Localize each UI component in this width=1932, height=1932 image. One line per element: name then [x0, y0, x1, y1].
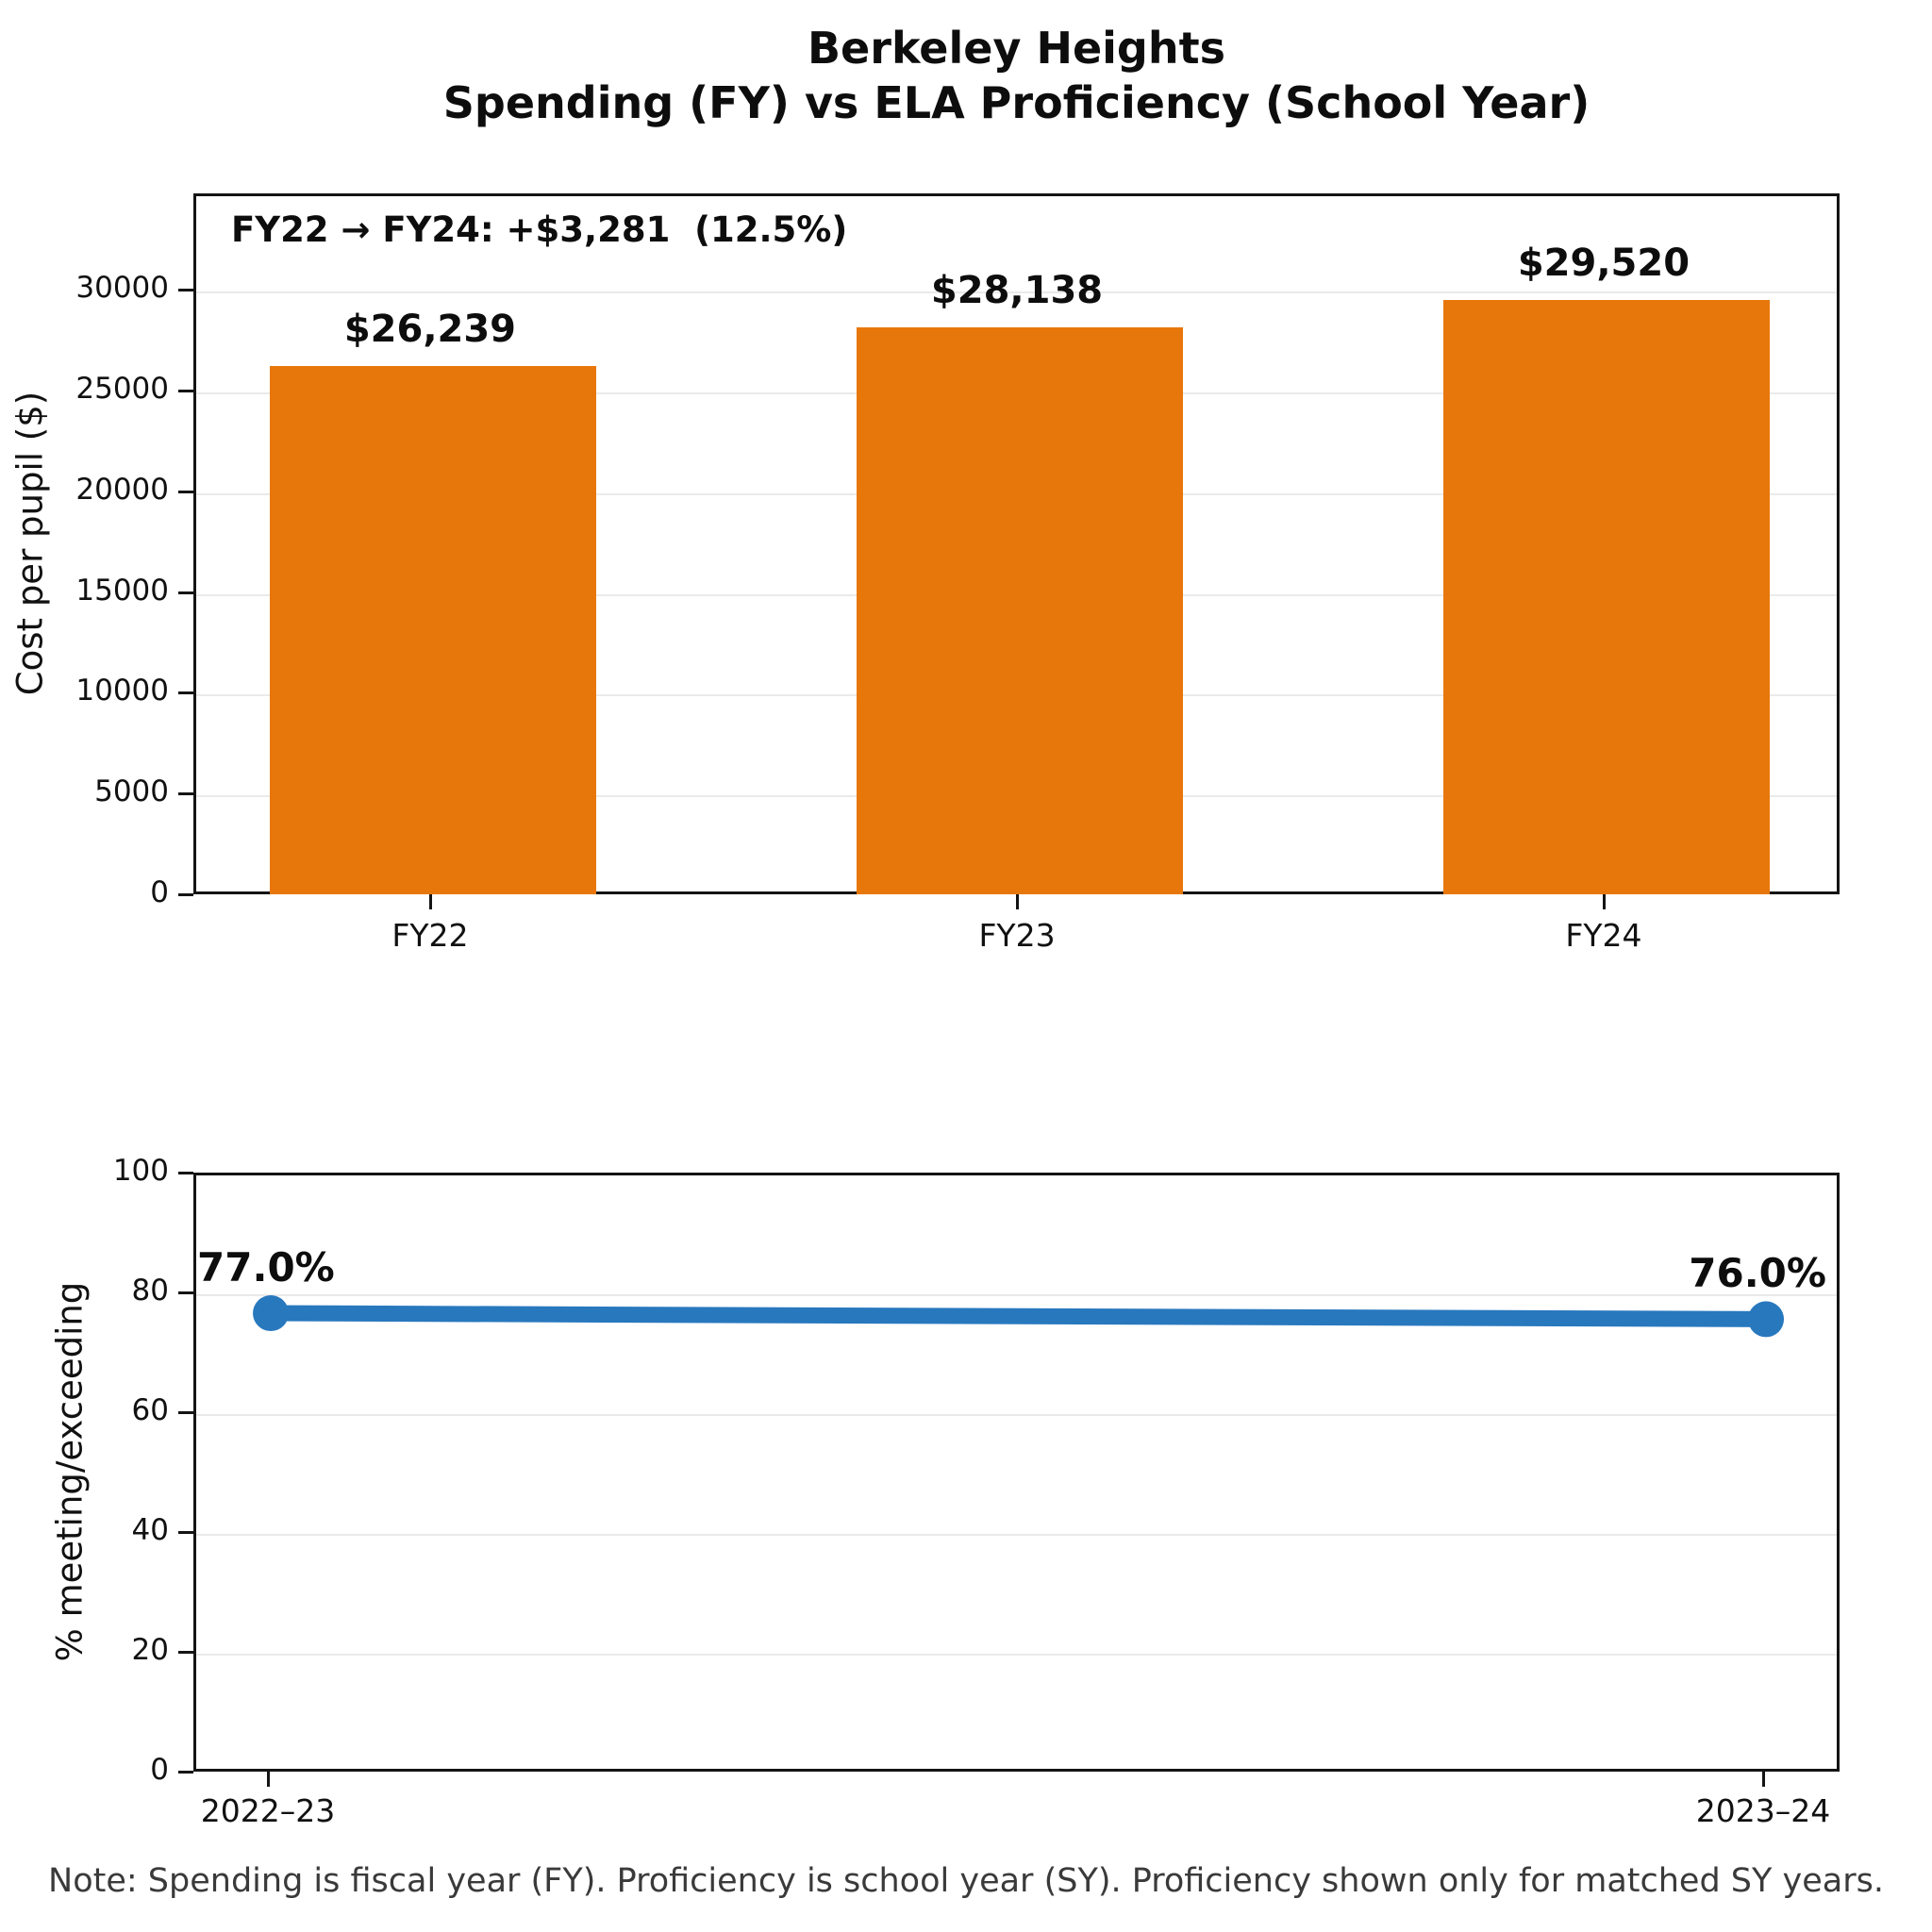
x-tick-label: FY23 [978, 917, 1056, 954]
y-tick-label: 30000 [75, 271, 169, 306]
y-tick-label: 60 [131, 1393, 169, 1427]
x-tick-mark [1762, 1772, 1765, 1787]
y-tick-mark [178, 691, 193, 694]
line-chart-y-axis-label: % meeting/exceeding [49, 1281, 91, 1662]
y-tick-label: 0 [150, 1753, 169, 1787]
chart-title [193, 21, 1840, 130]
y-tick-mark [178, 1651, 193, 1654]
y-tick-label: 10000 [75, 674, 169, 708]
bar-value-label: $28,138 [930, 269, 1104, 313]
x-tick-mark [267, 1772, 270, 1787]
y-tick-mark [178, 491, 193, 493]
y-tick-mark [178, 1291, 193, 1294]
y-tick-label: 0 [150, 875, 169, 909]
bar-chart-y-axis-label: Cost per pupil ($) [9, 391, 51, 696]
y-tick-mark [178, 1771, 193, 1774]
y-tick-mark [178, 1172, 193, 1174]
y-tick-label: 20 [131, 1633, 169, 1667]
y-tick-mark [178, 893, 193, 896]
chart-title-line2: Spending (FY) vs ELA Proficiency (School Year) [442, 77, 1591, 128]
bar-value-label: $29,520 [1517, 241, 1690, 285]
y-tick-label: 25000 [75, 372, 169, 407]
bar-FY22 [270, 366, 596, 894]
y-tick-mark [178, 1411, 193, 1414]
bar-FY23 [857, 327, 1183, 894]
point-label: 77.0% [197, 1244, 335, 1291]
chart-title-line1: Berkeley Heights [808, 23, 1225, 74]
data-point-marker [253, 1295, 289, 1331]
y-tick-label: 100 [112, 1154, 169, 1188]
y-tick-label: 20000 [75, 472, 169, 507]
data-point-marker [1748, 1301, 1784, 1337]
y-tick-label: 5000 [94, 774, 169, 809]
bar-value-label: $26,239 [343, 307, 517, 351]
y-tick-mark [178, 792, 193, 795]
bar-chart-annotation: FY22 → FY24: +$3,281 (12.5%) [231, 209, 848, 250]
y-tick-label: 80 [131, 1274, 169, 1307]
x-tick-label: 2022–23 [200, 1792, 336, 1829]
line-segment [271, 1313, 1766, 1319]
y-tick-label: 15000 [75, 573, 169, 608]
y-tick-mark [178, 591, 193, 594]
point-label: 76.0% [1689, 1250, 1826, 1297]
x-tick-mark [1603, 894, 1606, 909]
x-tick-mark [1016, 894, 1019, 909]
footnote: Note: Spending is fiscal year (FY). Proficiency is school year (SY). Proficiency shown only for matched SY years. [48, 1862, 1884, 1900]
bar-FY24 [1443, 300, 1770, 894]
y-tick-mark [178, 1531, 193, 1534]
x-tick-label: FY24 [1565, 917, 1642, 954]
x-tick-label: FY22 [391, 917, 469, 954]
y-tick-mark [178, 390, 193, 392]
x-tick-label: 2023–24 [1695, 1792, 1831, 1829]
y-tick-mark [178, 289, 193, 291]
x-tick-mark [429, 894, 432, 909]
y-tick-label: 40 [131, 1513, 169, 1547]
